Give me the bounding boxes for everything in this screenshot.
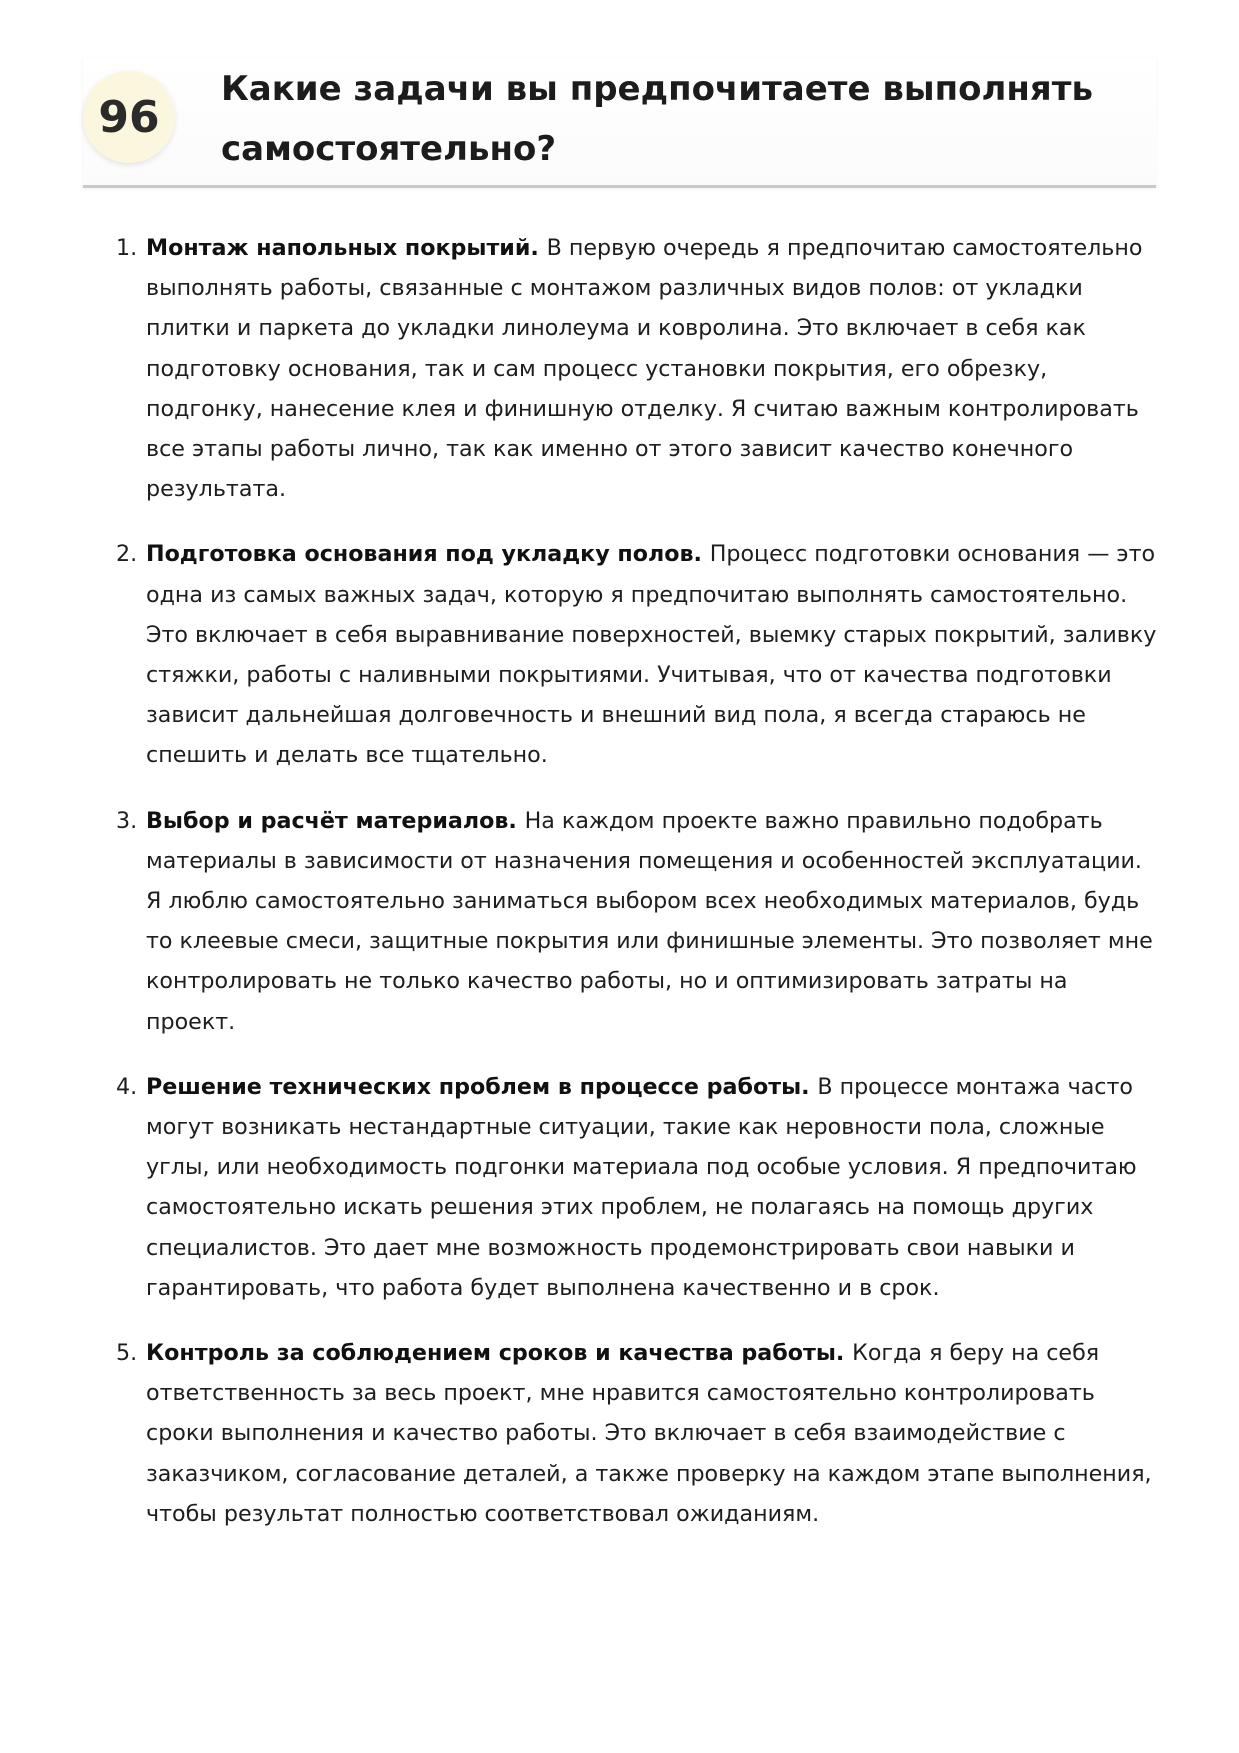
list-item — [106, 534, 1162, 775]
answer-list — [106, 228, 1162, 1534]
item-text: Процесс подготовки основания — это одна из самых важных задач, которую я предпочитаю выполнять самостоятельно. Это включает в себя выравнивание поверхностей, выемку старых покрытий, заливку стяжки, работы с наливными покрытиями. Учитывая, что от качества подготовки зависит дальнейшая долговечность и внешний вид пола, я всегда стараюсь не спешить и делать все тщательно. — [146, 541, 1157, 769]
item-text: На каждом проекте важно правильно подобрать материалы в зависимости от назначения помещения и особенностей эксплуатации. Я люблю самостоятельно заниматься выбором всех необходимых материалов, будь то клеевые смеси, защитные покрытия или финишные элементы. Это позволяет мне контролировать не только качество работы, но и оптимизировать затраты на проект. — [146, 807, 1153, 1035]
item-number: 3. — [116, 807, 138, 834]
item-number: 5. — [116, 1340, 138, 1367]
list-item — [106, 801, 1162, 1042]
question-header — [83, 58, 1156, 188]
list-item — [106, 1067, 1162, 1308]
question-number-badge: 96 — [83, 71, 175, 163]
item-heading: Монтаж напольных покрытий. — [146, 235, 547, 261]
answer-content — [106, 228, 1162, 1559]
item-text: Когда я беру на себя ответственность за весь проект, мне нравится самостоятельно контролировать сроки выполнения и качество работы. Это включает в себя взаимодействие с заказчиком, согласование деталей, а также проверку на каждом этапе выполнения, чтобы результат полностью соответствовал ожиданиям. — [146, 1340, 1152, 1527]
item-text: В первую очередь я предпочитаю самостоятельно выполнять работы, связанные с монтажом различных видов полов: от укладки плитки и паркета до укладки линолеума и ковролина. Это включает в себя как подготовку основания, так и сам процесс установки покрытия, его обрезку, подгонку, нанесение клея и финишную отделку. Я считаю важным контролировать все этапы работы лично, так как именно от этого зависит качество конечного результата. — [146, 235, 1143, 503]
item-number: 1. — [116, 235, 138, 261]
item-number: 4. — [116, 1073, 138, 1100]
question-title: Какие задачи вы предпочитаете выполнять самостоятельно? — [221, 69, 1093, 169]
list-item — [106, 228, 1162, 509]
list-item — [106, 1333, 1162, 1534]
item-heading: Решение технических проблем в процессе работы. — [146, 1073, 818, 1100]
item-text: В процессе монтажа часто могут возникать нестандартные ситуации, такие как неровности пола, сложные углы, или необходимость подгонки материала под особые условия. Я предпочитаю самостоятельно искать решения этих проблем, не полагаясь на помощь других специалистов. Это дает мне возможность продемонстрировать свои навыки и гарантировать, что работа будет выполнена качественно и в срок. — [146, 1073, 1137, 1301]
item-heading: Контроль за соблюдением сроков и качества работы. — [146, 1340, 853, 1367]
item-heading: Подготовка основания под укладку полов. — [146, 541, 710, 568]
item-number: 2. — [116, 541, 138, 568]
item-heading: Выбор и расчёт материалов. — [146, 807, 525, 834]
